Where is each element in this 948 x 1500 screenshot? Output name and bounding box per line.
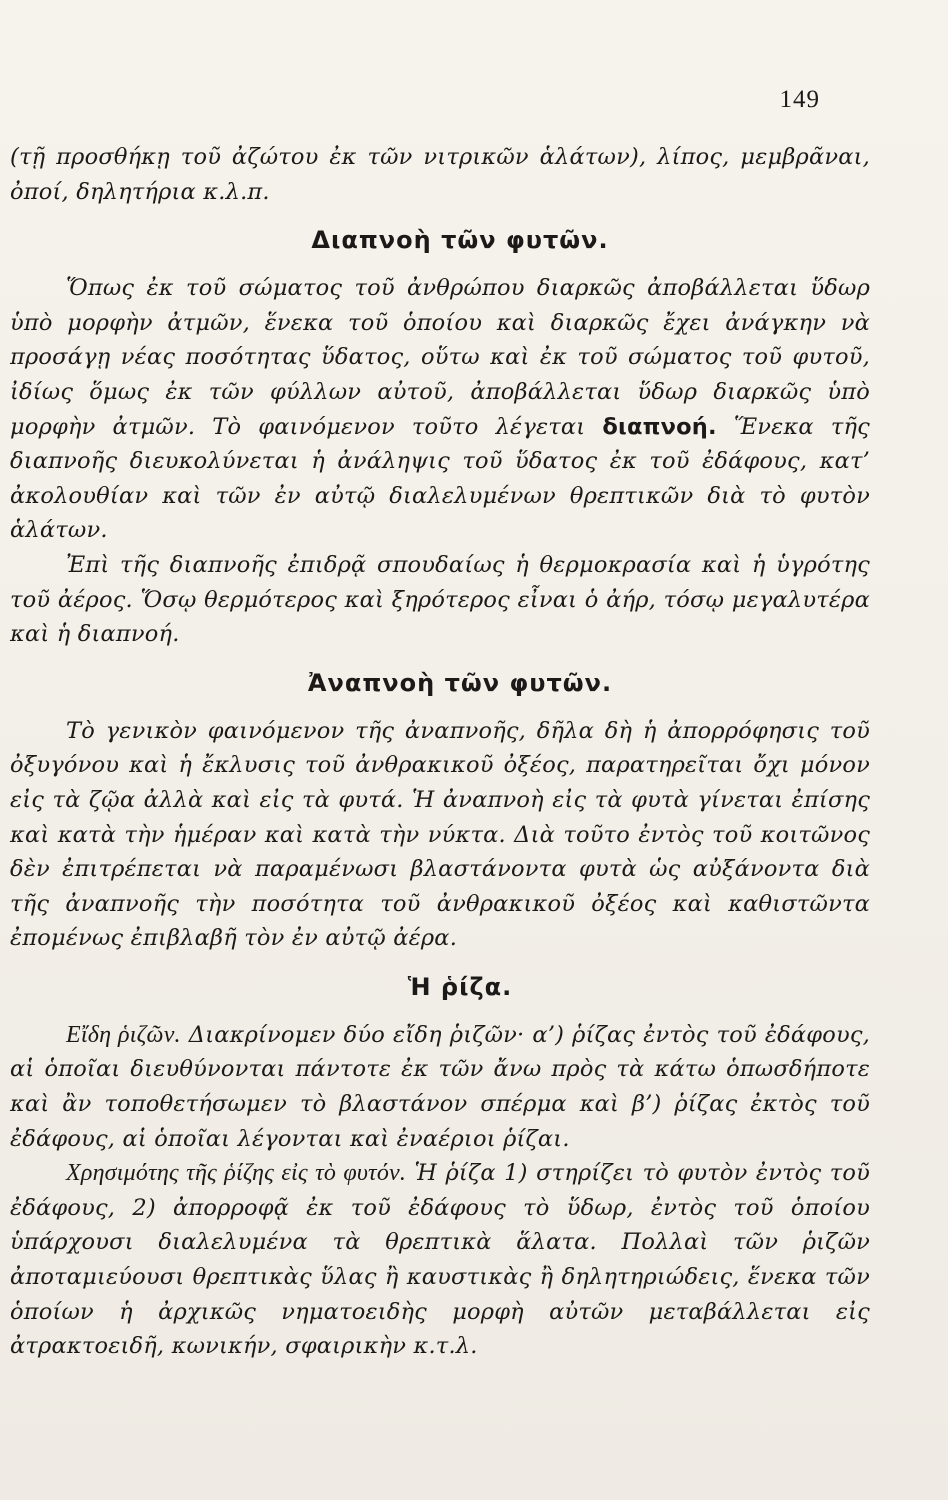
- paragraph-respiration: [10, 714, 870, 956]
- run-in-title: Χρησιμότης τῆς ῥίζης εἰς τὸ φυτόν.: [66, 1160, 407, 1187]
- text-run: Διακρίνομεν δύο εἴδη ῥιζῶν· α’) ῥίζας ἐντὸς τοῦ ἐδάφους, αἱ ὁποῖαι διευθύνονται πάντοτε ἐκ τῶν ἄνω πρὸς τὰ κάτω ὁπωσδήποτε καὶ ἂν τοποθετήσωμεν τὸ βλαστάνον σπέρμα καὶ β’) ῥίζας ἐκτὸς τοῦ ἐδάφους, αἱ ὁποῖαι λέγονται καὶ ἐναέριοι ῥίζαι.: [10, 1021, 871, 1152]
- paragraph-root-usefulness: [10, 1156, 870, 1364]
- section-heading-transpiration: Διαπνοὴ τῶν φυτῶν.: [311, 226, 609, 255]
- paragraph-root-types: [10, 1018, 870, 1156]
- page-number: 149: [779, 86, 820, 113]
- text-run: Ὅπως ἐκ τοῦ σώματος τοῦ ἀνθρώπου διαρκῶς ἀποβάλλεται ὕδωρ ὑπὸ μορφὴν ἀτμῶν, ἕνεκα τοῦ ὁποίου καὶ διαρκῶς ἔχει ἀνάγκην νὰ προσάγῃ νέας ποσότητας ὕδατος, οὕτω καὶ ἐκ τοῦ σώματος τοῦ φυτοῦ, ἰδίως ὅμως ἐκ τῶν φύλλων αὐτοῦ, ἀποβάλλεται ὕδωρ διαρκῶς ὑπὸ μορφὴν ἀτμῶν. Τὸ φαινόμενον τοῦτο λέγεται: [10, 275, 870, 440]
- text-run: Ἐπὶ τῆς διαπνοῆς ἐπιδρᾷ σπουδαίως ἡ θερμοκρασία καὶ ἡ ὑγρότης τοῦ ἀέρος. Ὅσῳ θερμότερος καὶ ξηρότερος εἶναι ὁ ἀήρ, τόσῳ μεγαλυτέρα καὶ ἡ διαπνοή.: [10, 551, 870, 648]
- paragraph-transpiration: [10, 271, 870, 548]
- text-run: Ἡ ῥίζα 1) στηρίζει τὸ φυτὸν ἐντὸς τοῦ ἐδάφους, 2) ἀπορροφᾷ ἐκ τοῦ ἐδάφους τὸ ὕδωρ, ἐντὸς τοῦ ὁποίου ὑπάρχουσι διαλελυμένα τὰ θρεπτικὰ ἅλατα. Πολλαὶ τῶν ῥιζῶν ἀποταμιεύουσι θρεπτικὰς ὕλας ἢ καυστικὰς ἢ δηλητηριώδεις, ἕνεκα τῶν ὁποίων ἡ ἀρχικῶς νηματοειδὴς μορφὴ αὐτῶν μεταβάλλεται εἰς ἀτρακτοειδῆ, κωνικήν, σφαιρικὴν κ.τ.λ.: [10, 1160, 870, 1360]
- paragraph-continuation: [10, 140, 870, 209]
- text-run: Τὸ γενικὸν φαινόμενον τῆς ἀναπνοῆς, δῆλα δὴ ἡ ἀπορρόφησις τοῦ ὀξυγόνου καὶ ἡ ἔκλυσις τοῦ ἀνθρακικοῦ ὀξέος, παρατηρεῖται ὄχι μόνον εἰς τὰ ζῷα ἀλλὰ καὶ εἰς τὰ φυτά. Ἡ ἀναπνοὴ εἰς τὰ φυτὰ γίνεται ἐπίσης καὶ κατὰ τὴν ἡμέραν καὶ κατὰ τὴν νύκτα. Διὰ τοῦτο ἐντὸς τοῦ κοιτῶνος δὲν ἐπιτρέπεται νὰ παραμένωσι βλαστάνοντα φυτὰ ὡς αὐξάνοντα διὰ τῆς ἀναπνοῆς τὴν ποσότητα τοῦ ἀνθρακικοῦ ὀξέος καὶ καθιστῶντα ἐπομένως ἐπιβλαβῆ τὸν ἐν αὐτῷ ἀέρα.: [10, 717, 870, 952]
- section-heading-root: Ἡ ῥίζα.: [407, 972, 513, 1001]
- text-run: (τῇ προσθήκῃ τοῦ ἀζώτου ἐκ τῶν νιτρικῶν ἁλάτων), λίπος, μεμβρᾶναι, ὀποί, δηλητήρια κ.λ.π.: [10, 144, 870, 205]
- run-in-title: Εἴδη ῥιζῶν.: [66, 1021, 181, 1048]
- text-run: Ἕνεκα τῆς διαπνοῆς διευκολύνεται ἡ ἀνάληψις τοῦ ὕδατος ἐκ τοῦ ἐδάφους, κατ’ ἀκολουθίαν καὶ τῶν ἐν αὐτῷ διαλελυμένων θρεπτικῶν διὰ τὸ φυτὸν ἁλάτων.: [10, 413, 870, 544]
- section-heading-respiration: Ἀναπνοὴ τῶν φυτῶν.: [307, 668, 613, 697]
- page-body: [10, 140, 870, 1364]
- paragraph-transpiration-factors: [10, 548, 870, 652]
- term-bold: διαπνοή.: [602, 413, 717, 440]
